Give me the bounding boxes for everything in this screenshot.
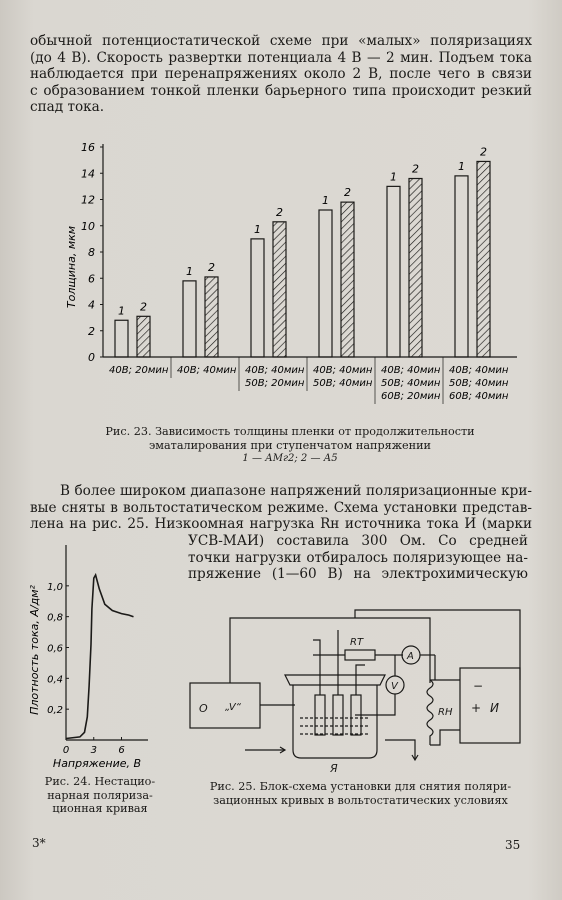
y-tick-label: 2 (88, 324, 95, 338)
y-tick-label: 6 (88, 272, 95, 286)
box-o-label: О (199, 702, 208, 715)
rh-label: RН (438, 707, 453, 718)
bar-series-label: 2 (276, 205, 283, 219)
text-line: точки нагрузки отбиралось поляризующее на- (188, 549, 528, 566)
y-tick-label: 10 (81, 219, 95, 233)
caption-line: ционная кривая (52, 802, 148, 815)
caption-line: Рис. 25. Блок-схема установки для снятия поляри- (209, 780, 512, 793)
voltmeter-label: V (391, 681, 398, 692)
y-tick-label: 4 (88, 298, 95, 312)
x-tick-label: 40В; 40мин (313, 365, 373, 376)
middle-paragraph-narrow (188, 533, 528, 583)
bar-series-label: 1 (322, 194, 329, 207)
bar-series-label: 2 (412, 162, 419, 176)
text-line: обычной потенциостатической схеме при «малых» поляризациях (30, 33, 532, 49)
x-axis-label: Напряжение, В (52, 757, 142, 770)
figure-24-caption (30, 775, 170, 816)
setup-block-diagram (185, 600, 535, 780)
x-tick-label: 60В; 40мин (449, 391, 509, 402)
bar-series-label: 2 (208, 260, 215, 274)
bar-series-label: 2 (480, 145, 487, 159)
bar-series-2 (205, 277, 218, 357)
x-tick-label: 50В; 40мин (313, 378, 373, 389)
x-tick-label: 60В; 20мин (381, 391, 441, 402)
y-tick-label: 0,6 (47, 643, 63, 655)
y-tick-label: 16 (81, 141, 95, 154)
caption-line: эматалирования при ступенчатом напряжении (149, 438, 431, 452)
polarization-curve (66, 575, 134, 739)
y-tick-label: 0,2 (47, 705, 63, 717)
figure-25-caption (188, 780, 533, 807)
rh-coil (427, 680, 433, 745)
bar-series-1 (251, 239, 264, 357)
caption-line: Рис. 24. Нестацио- (44, 775, 156, 788)
ammeter-label: A (407, 651, 414, 662)
x-tick-label: 50В; 20мин (245, 378, 305, 389)
outer-wire (355, 610, 520, 680)
caption-line: нарная поляриза- (47, 788, 153, 802)
y-tick-label: 8 (88, 246, 95, 259)
bar-series-2 (477, 161, 490, 357)
page-number: 35 (505, 838, 521, 852)
y-axis-label: Толщина, мкм (65, 225, 78, 309)
x-tick-label: 50В; 40мин (381, 378, 441, 389)
bar-series-label: 1 (118, 304, 125, 318)
thickness-bar-chart (55, 140, 525, 412)
bar-series-label: 1 (458, 159, 465, 173)
electrolytic-bath (293, 685, 377, 758)
bar-series-label: 1 (254, 222, 261, 236)
bar-series-label: 1 (186, 264, 193, 278)
y-tick-label: 12 (81, 193, 95, 207)
signature-mark: 3* (32, 836, 46, 850)
figure-23-caption (60, 425, 520, 466)
bar-series-2 (137, 316, 150, 357)
bar-series-label: 2 (344, 186, 351, 200)
bar-series-label: 1 (390, 170, 397, 184)
text-line: наблюдается при перенапряжениях около 2 В, после чего в связи (30, 66, 532, 83)
rt-resistor (345, 650, 375, 660)
x-tick-label: 6 (118, 745, 125, 756)
electrode (315, 695, 325, 735)
bar-series-1 (319, 210, 332, 357)
x-tick-label: 40В; 40мин (381, 365, 441, 376)
top-wire (230, 618, 430, 683)
bar-series-2 (273, 222, 286, 357)
source-label: И (490, 701, 499, 715)
text-line: с образованием тонкой пленки барьерного типа происходит резкий (30, 82, 532, 99)
caption-line: зационных кривых в вольтостатических условиях (213, 793, 508, 807)
x-tick-label: 3 (90, 745, 97, 756)
y-tick-label: 0,8 (47, 612, 63, 624)
middle-paragraph (30, 483, 532, 533)
y-tick-label: 1,0 (47, 581, 63, 593)
y-tick-label: 14 (81, 167, 95, 181)
caption-line: Рис. 23. Зависимость толщины пленки от продолжительности (105, 425, 475, 438)
caption-legend: 1 — АМг2; 2 — А5 (242, 453, 338, 464)
x-tick-label: 40В; 40мин (245, 365, 305, 376)
x-tick-label: 40В; 40мин (449, 365, 509, 376)
y-tick-label: 0 (88, 351, 95, 364)
bar-series-1 (115, 320, 128, 357)
top-paragraph (30, 33, 532, 116)
bar-series-2 (341, 202, 354, 357)
x-tick-label: 40В; 40мин (177, 365, 237, 376)
text-line: УСВ-МАИ) составила 300 Ом. Со средней (188, 533, 528, 549)
text-line: лена на рис. 25. Низкоомная нагрузка Rн источника тока И (марки (30, 516, 532, 533)
text-line: (до 4 В). Скорость развертки потенциала 4 В — 2 мин. Подъем тока (30, 49, 532, 66)
x-tick-label: 0 (62, 745, 70, 756)
electrode (333, 695, 343, 735)
minus-label: − (473, 679, 484, 693)
bar-series-label: 2 (140, 300, 147, 314)
text-line: В более широком диапазоне напряжений поляризационные кри- (60, 483, 532, 499)
bar-series-2 (409, 179, 422, 358)
box-v-label: „V“ (225, 702, 241, 713)
y-axis-label: Плотность тока, А/дм² (28, 585, 41, 715)
plus-label: + (471, 701, 482, 715)
bath-label: Я (330, 762, 338, 775)
polarization-curve-chart (28, 535, 178, 775)
bar-series-1 (183, 281, 196, 357)
y-tick-label: 0,4 (47, 674, 63, 686)
bar-series-1 (387, 186, 400, 357)
text-line: пряжение (1—60 В) на электрохимическую (188, 566, 528, 583)
x-tick-label: 50В; 40мин (449, 378, 509, 389)
text-line: спад тока. (30, 99, 105, 116)
x-tick-label: 40В; 20мин (109, 365, 169, 376)
rt-label: RТ (350, 637, 364, 648)
text-line: вые сняты в вольтостатическом режиме. Схема установки представ- (30, 499, 532, 516)
bar-series-1 (455, 176, 468, 357)
